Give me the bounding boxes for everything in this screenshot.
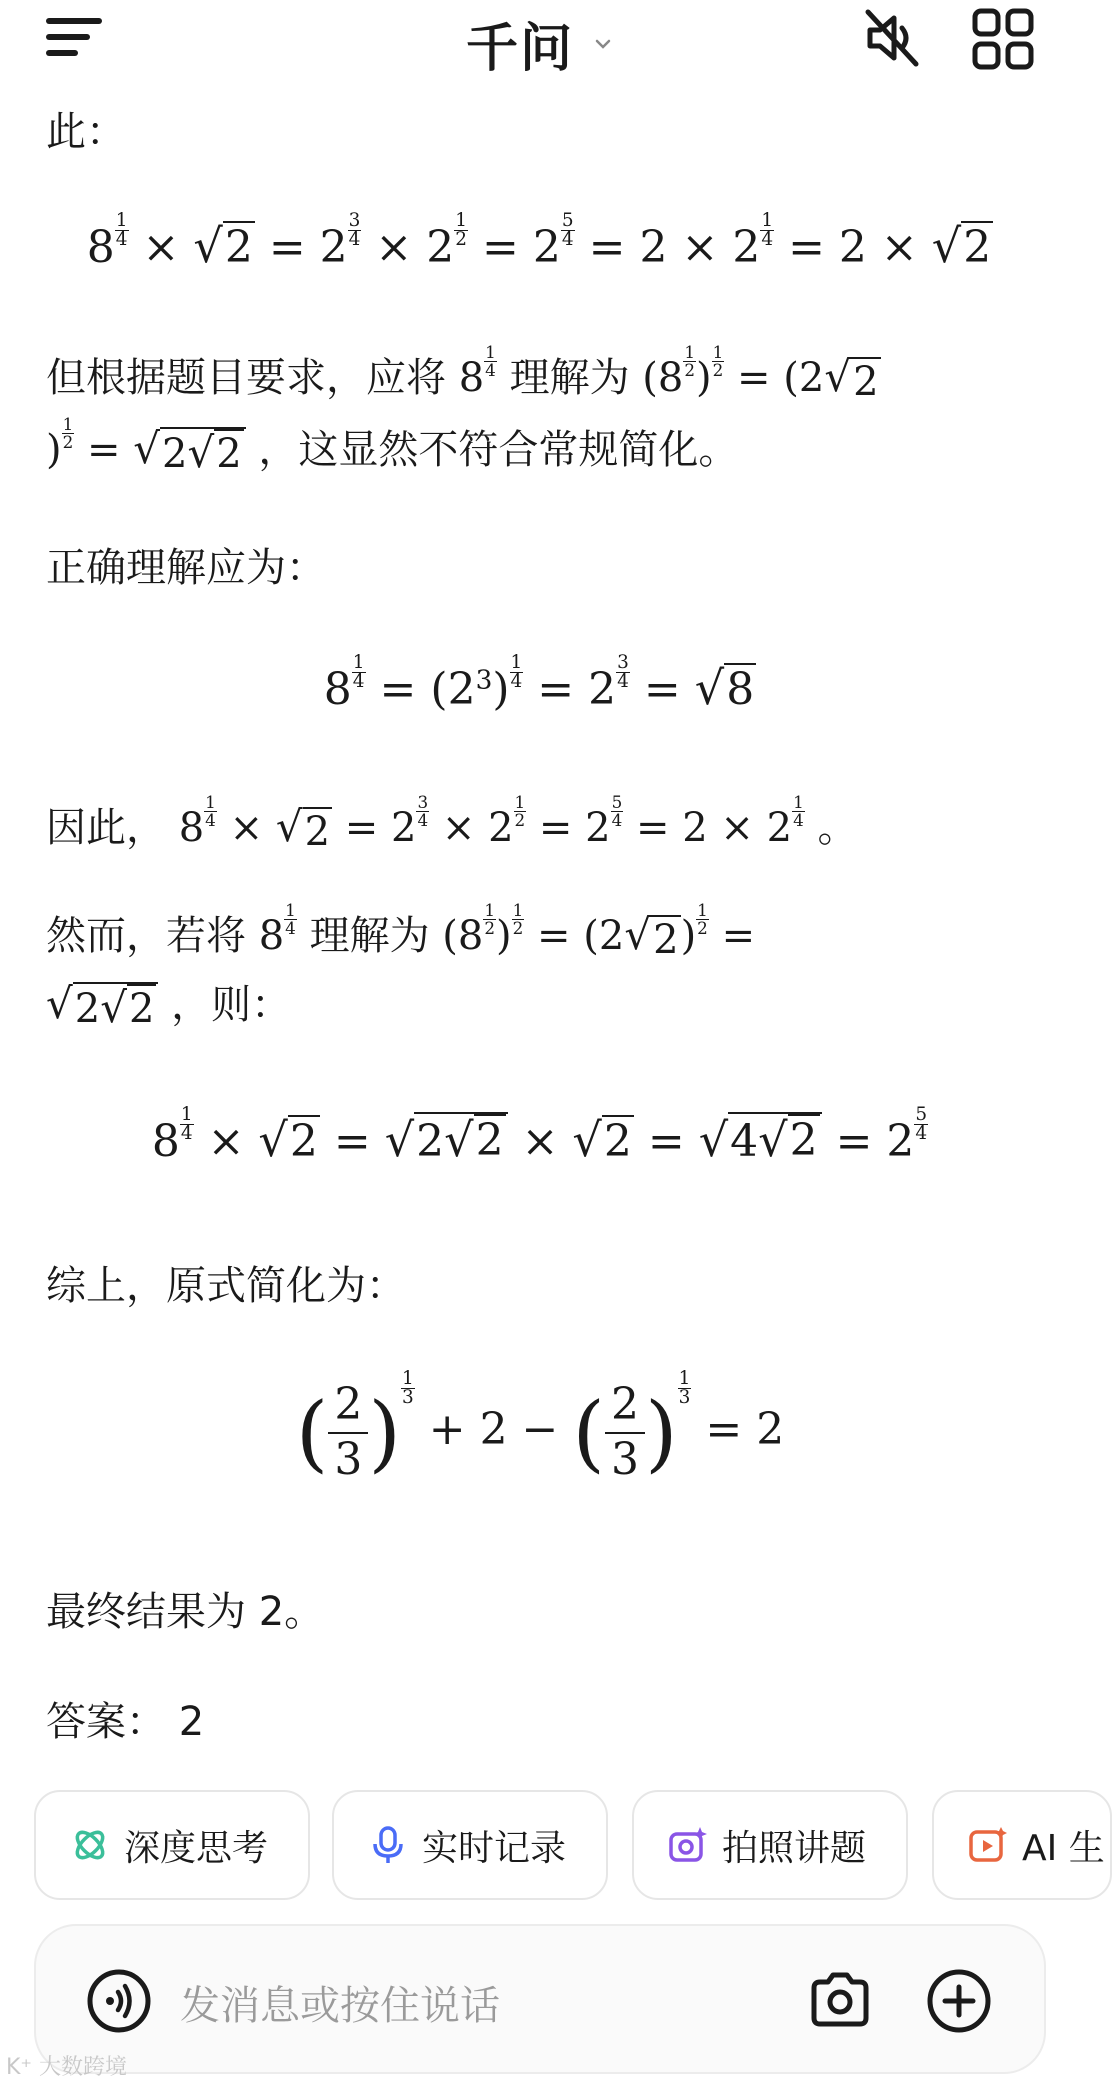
text-span: ，这显然不符合常规简化。	[258, 426, 739, 473]
math-inline: 8 $\frac{1}{4}$ × √ 2 = 2 $\frac{3}{4}$ × 2 $\frac{1}{2}$ = 2 $\frac{5}{4}$ = 2 × 2 $\frac{1}{4}$	[178, 792, 804, 855]
chip-photo-solve[interactable]	[632, 1790, 908, 1900]
ai-video-icon	[968, 1825, 1008, 1865]
text-line	[46, 416, 738, 478]
chip-ai-create[interactable]	[932, 1790, 1112, 1900]
plus-icon[interactable]	[926, 1968, 992, 2034]
equation-1: 8 $\frac{1}{4}$ × √ 2 = 2 $\frac{3}{4}$ × 2 $\frac{1}{2}$ = 2 $\frac{5}{4}$ = 2 × 2 $\frac{1}{4}$ = 2 × √ 2	[86, 210, 992, 274]
photo-solve-icon	[668, 1825, 708, 1865]
text-span: 因此，	[46, 804, 166, 851]
math-inline: ) $\frac{1}{2}$ = √ 2 √ 2	[46, 427, 246, 473]
text-span: 理解为	[309, 912, 430, 959]
chip-label: AI 生	[1022, 1827, 1105, 1869]
text-line	[46, 902, 755, 964]
equation-2: 8 $\frac{1}{4}$ = $(2^3)$ $\frac{1}{4}$ = 2 $\frac{3}{4}$ = √ 8	[323, 652, 755, 716]
math-inline: (8 $\frac{1}{2}$ ) $\frac{1}{2}$ = (2 √ 2	[642, 342, 879, 405]
chip-label: 深度思考	[124, 1827, 269, 1869]
text-line	[46, 794, 858, 856]
app-title: 千问	[465, 19, 574, 79]
text-line: 此：	[46, 109, 126, 155]
text-span: 但根据题目要求，应将	[46, 354, 446, 401]
math-inline: 8 $\frac{1}{4}$	[458, 342, 496, 401]
chip-deep-think[interactable]	[34, 1790, 310, 1900]
equation-4: ( $\frac{2}{3}$ ) $\frac{1}{3}$ + 2 − ( $\frac{2}{3}$ ) $\frac{1}{3}$ = 2	[295, 1368, 785, 1485]
text-line	[46, 976, 291, 1033]
message-input-placeholder[interactable]: 发消息或按住说话	[180, 1983, 500, 2029]
chip-label: 拍照讲题	[722, 1827, 867, 1869]
deep-think-icon	[70, 1825, 110, 1865]
message-input-bar[interactable]	[34, 1924, 1046, 2074]
microphone-icon	[368, 1825, 408, 1865]
text-line	[46, 344, 881, 406]
text-span: 理解为	[509, 354, 630, 401]
quick-actions	[0, 1790, 1105, 1902]
math-inline: 8 $\frac{1}{4}$	[258, 900, 296, 959]
camera-icon[interactable]	[808, 1968, 872, 2032]
chip-realtime-record[interactable]	[332, 1790, 608, 1900]
chip-label: 实时记录	[422, 1827, 567, 1869]
text-span: 然而，若将	[46, 912, 246, 959]
math-inline: √ 2 √ 2	[46, 982, 158, 1028]
equation-3: 8 $\frac{1}{4}$ × √ 2 = √ 2 √ 2 × √ 2 = √ 4 √ 2 = 2 $\frac{5}{4}$	[151, 1104, 928, 1168]
text-line: 综上，原式简化为：	[46, 1263, 406, 1309]
math-inline: (8 $\frac{1}{2}$ ) $\frac{1}{2}$ = (2 √ 2 ) $\frac{1}{2}$ =	[442, 900, 756, 963]
voice-icon[interactable]	[86, 1968, 152, 2034]
text-line: 正确理解应为：	[46, 545, 326, 591]
text-span: 。	[817, 804, 858, 851]
watermark: K⁺ 大数跨境	[6, 2055, 128, 2080]
text-line: 最终结果为 2。	[46, 1589, 325, 1635]
answer-line: 答案： 2	[46, 1699, 205, 1745]
text-span: ，则：	[171, 982, 292, 1028]
